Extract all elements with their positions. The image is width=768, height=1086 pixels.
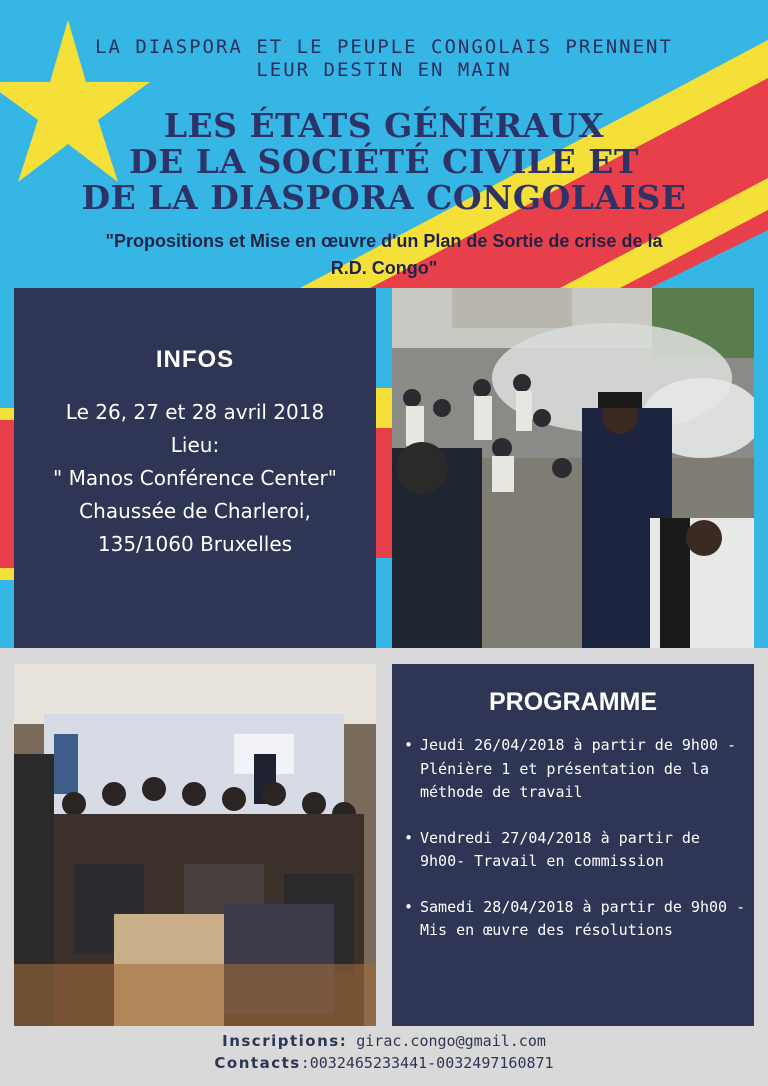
inscriptions-label: Inscriptions:	[222, 1032, 348, 1050]
conference-photo	[14, 664, 376, 1026]
inscriptions-email: girac.congo@gmail.com	[347, 1032, 546, 1050]
flag-edge	[0, 288, 14, 648]
programme-item-vendredi: • Vendredi 27/04/2018 à partir de 9h00- Travail en commission	[402, 827, 746, 874]
tagline	[0, 36, 768, 82]
programme-item-jeudi: • Jeudi 26/04/2018 à partir de 9h00 - Plénière 1 et présentation de la méthode de travail	[402, 734, 746, 805]
title-line-3: DE LA DIASPORA CONGOLAISE	[81, 178, 687, 217]
lieu-label: Lieu:	[170, 433, 220, 457]
title-line-2: DE LA SOCIÉTÉ CIVILE ET	[129, 142, 639, 181]
subtitle-line-1: "Propositions et Mise en œuvre d'un Plan de Sortie de crise de la	[105, 231, 663, 251]
programme-list	[402, 734, 746, 965]
tagline-line-1: LA DIASPORA ET LE PEUPLE CONGOLAIS PRENNENT	[95, 36, 673, 58]
title-line-1: LES ÉTATS GÉNÉRAUX	[163, 106, 605, 145]
tagline-line-2: LEUR DESTIN EN MAIN	[256, 59, 512, 81]
flag-gap	[376, 288, 392, 648]
page-title	[0, 108, 768, 216]
conference-photo-image	[14, 664, 376, 1026]
protest-photo-image	[392, 288, 754, 648]
contacts-line	[0, 1052, 768, 1074]
venue-street: Chaussée de Charleroi,	[79, 499, 311, 523]
programme-panel	[392, 664, 754, 1026]
protest-photo	[392, 288, 754, 648]
venue-city: 135/1060 Bruxelles	[97, 532, 293, 556]
inscriptions-line	[0, 1030, 768, 1052]
infos-panel	[14, 288, 376, 648]
infos-heading: INFOS	[155, 346, 235, 373]
header-banner	[0, 0, 768, 288]
subtitle	[20, 228, 748, 282]
contacts-phones: :0032465233441-0032497160871	[300, 1054, 554, 1072]
footer	[0, 1030, 768, 1074]
infos-details	[14, 396, 376, 561]
venue-name: " Manos Conférence Center"	[53, 466, 337, 490]
programme-item-samedi: • Samedi 28/04/2018 à partir de 9h00 - Mis en œuvre des résolutions	[402, 896, 746, 943]
contacts-label: Contacts	[214, 1054, 301, 1072]
event-date: Le 26, 27 et 28 avril 2018	[65, 400, 325, 424]
flag-edge-right	[754, 288, 768, 648]
programme-heading: PROGRAMME	[488, 688, 658, 716]
subtitle-line-2: R.D. Congo"	[330, 258, 438, 278]
